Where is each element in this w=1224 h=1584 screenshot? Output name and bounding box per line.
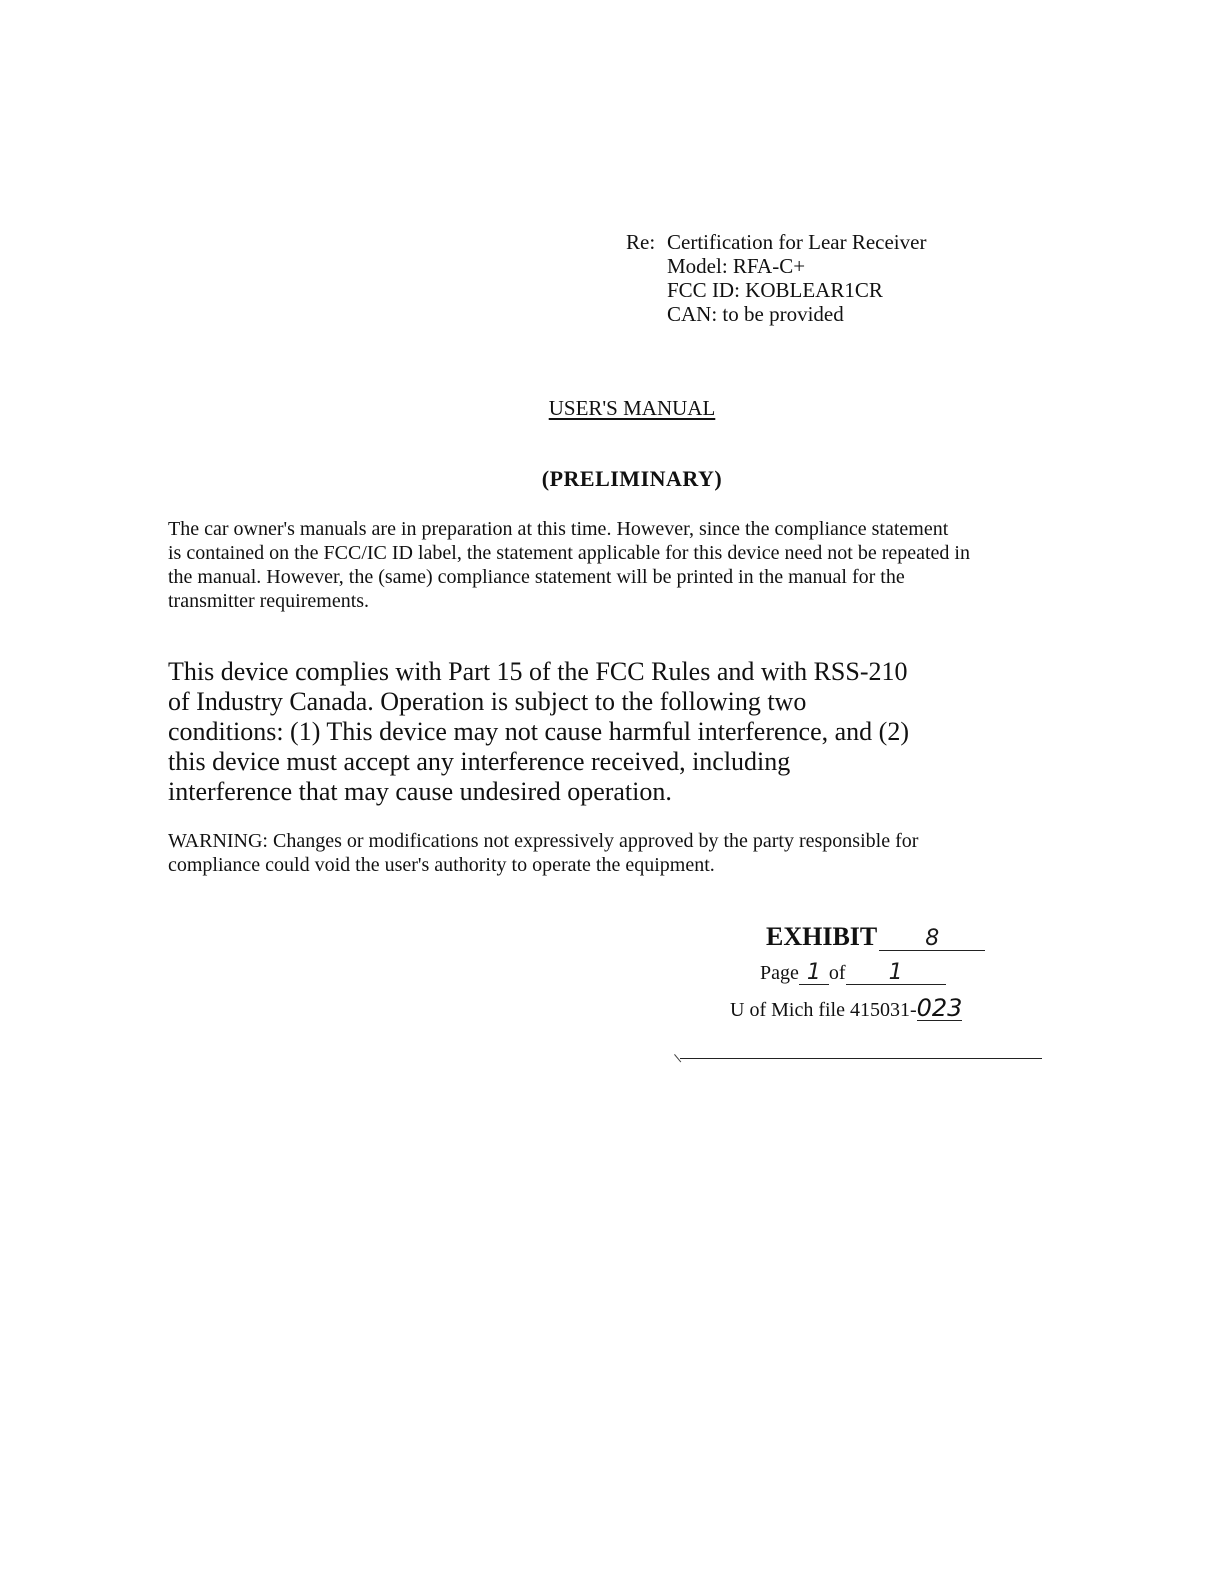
exhibit-row [766, 922, 985, 952]
re-fcc-id: FCC ID: KOBLEAR1CR [667, 278, 883, 302]
re-subject: Certification for Lear Receiver [667, 230, 927, 254]
page-label: Page [760, 962, 799, 984]
of-label: of [828, 962, 846, 984]
page-total: 1 [846, 962, 946, 985]
file-row [730, 996, 962, 1022]
signature-tick [674, 1048, 689, 1063]
preliminary-heading: (PRELIMINARY) [541, 466, 723, 491]
signature-line [680, 1058, 1042, 1059]
re-can: CAN: to be provided [667, 302, 844, 326]
manual-title: USER'S MANUAL [548, 396, 716, 420]
exhibit-number: 8 [879, 928, 985, 951]
page-row [760, 962, 946, 985]
re-subject-row [626, 230, 926, 254]
re-model: Model: RFA-C+ [667, 254, 806, 278]
file-label: U of Mich file 415031- [730, 999, 917, 1021]
re-block [626, 230, 926, 326]
page-number: 1 [799, 962, 829, 985]
exhibit-label: EXHIBIT [766, 922, 878, 951]
re-label: Re: [626, 230, 656, 254]
warning-paragraph: WARNING: Changes or modifications not expressively approved by the party responsible for compliance could void the user's authority to operate the equipment. [168, 830, 919, 876]
intro-paragraph: The car owner's manuals are in preparation at this time. However, since the compliance statement is contained on the FCC/IC ID label, the statement applicable for this device need not be repeated in the manual. However, the (same) compliance statement will be printed in the manual for the transmitter requirements. [168, 518, 970, 612]
file-suffix: 023 [916, 994, 963, 1022]
compliance-statement: This device complies with Part 15 of the FCC Rules and with RSS-210 of Industry Canada. Operation is subject to the following two conditions: (1) This device may not cause harmful interference, and (2) this device must accept any interference received, including interference that may cause undesired operation. [168, 657, 909, 806]
